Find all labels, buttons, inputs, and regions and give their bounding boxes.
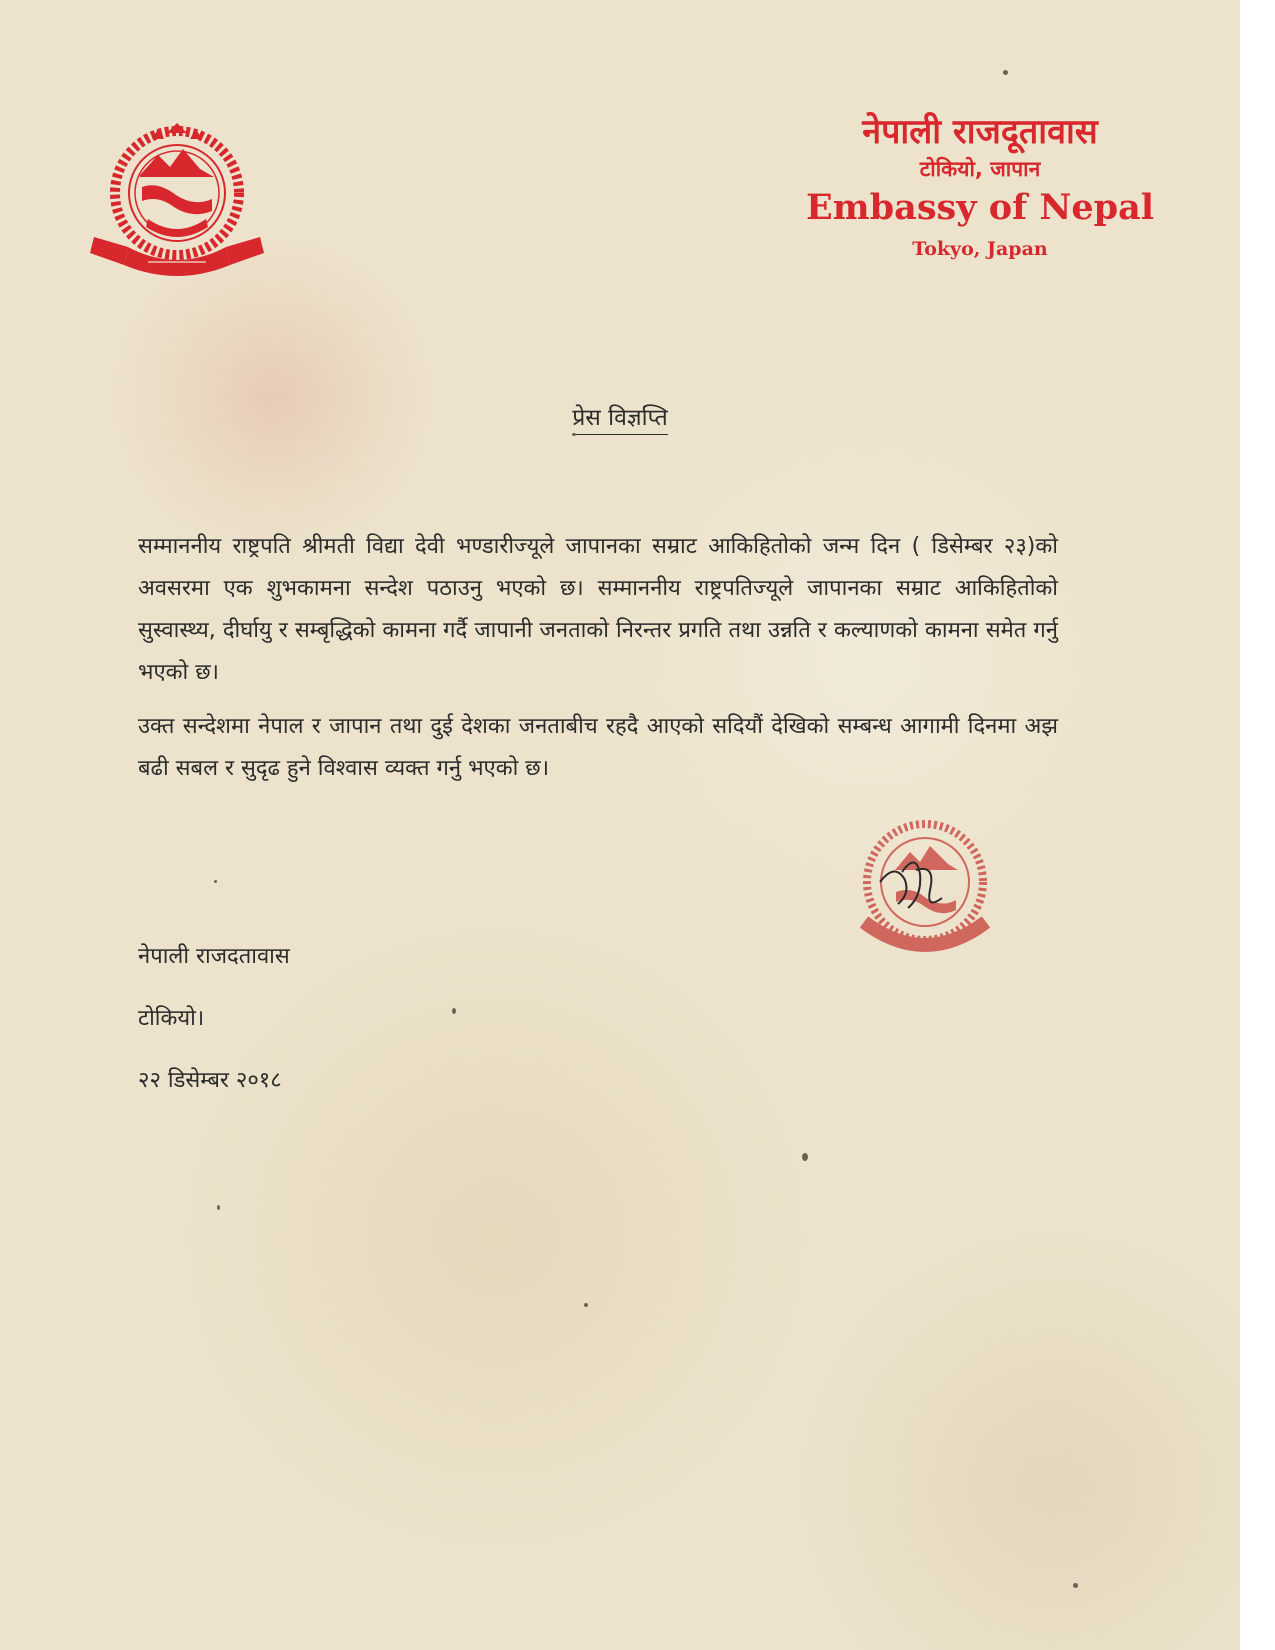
body-paragraph-1: सम्माननीय राष्ट्रपति श्रीमती विद्या देवी भण्डारीज्यूले जापानका सम्राट आकिहितोको जन्म दिन ( डिसेम्बर २३)को अवसरमा एक शुभकामना सन्देश पठाउनु भएको छ। सम्माननीय राष्ट्रपतिज्यूले जापानका सम्राट आकिहितोको सुस्वास्थ्य, दीर्घायु र सम्बृद्धिको कामना गर्दै जापानी जनताको निरन्तर प्रगति तथा उन्नति र कल्याणको कामना समेत गर्नु भएको छ। xyxy=(138,534,1058,685)
signoff-org: नेपाली राजदतावास xyxy=(138,944,290,969)
letterhead xyxy=(780,110,1180,266)
official-seal-icon xyxy=(850,812,1000,972)
embassy-city-english: Tokyo, Japan xyxy=(912,238,1048,260)
paper-speck xyxy=(452,1008,456,1014)
signoff-city: टोकियो। xyxy=(138,1006,205,1031)
document-body xyxy=(138,526,1058,802)
document-title-text: प्रेस विज्ञप्ति xyxy=(572,400,668,435)
signoff-date: २२ डिसेम्बर २०१८ xyxy=(138,1068,282,1093)
paper-speck xyxy=(584,1303,588,1307)
paper-speck xyxy=(1073,1583,1078,1588)
document-title xyxy=(0,400,1240,435)
embassy-name-english: Embassy of Nepal xyxy=(805,187,1155,228)
paper-speck xyxy=(217,1205,220,1210)
signoff-block xyxy=(138,940,290,1126)
embassy-city-nepali: टोकियो, जापान xyxy=(919,157,1041,181)
body-paragraph-2: उक्त सन्देशमा नेपाल र जापान तथा दुई देशका जनताबीच रहदै आएको सदियौं देखिको सम्बन्ध आगामी दिनमा अझ बढी सबल र सुदृढ हुने विश्वास व्यक्त गर्नु भएको छ। xyxy=(138,714,1058,781)
paper-speck xyxy=(802,1153,808,1161)
paper-speck xyxy=(214,880,217,883)
paper-speck xyxy=(1003,70,1008,75)
paper-speck xyxy=(572,433,576,436)
nepal-coat-of-arms-icon xyxy=(88,115,266,285)
embassy-name-nepali: नेपाली राजदूतावास xyxy=(862,112,1098,152)
